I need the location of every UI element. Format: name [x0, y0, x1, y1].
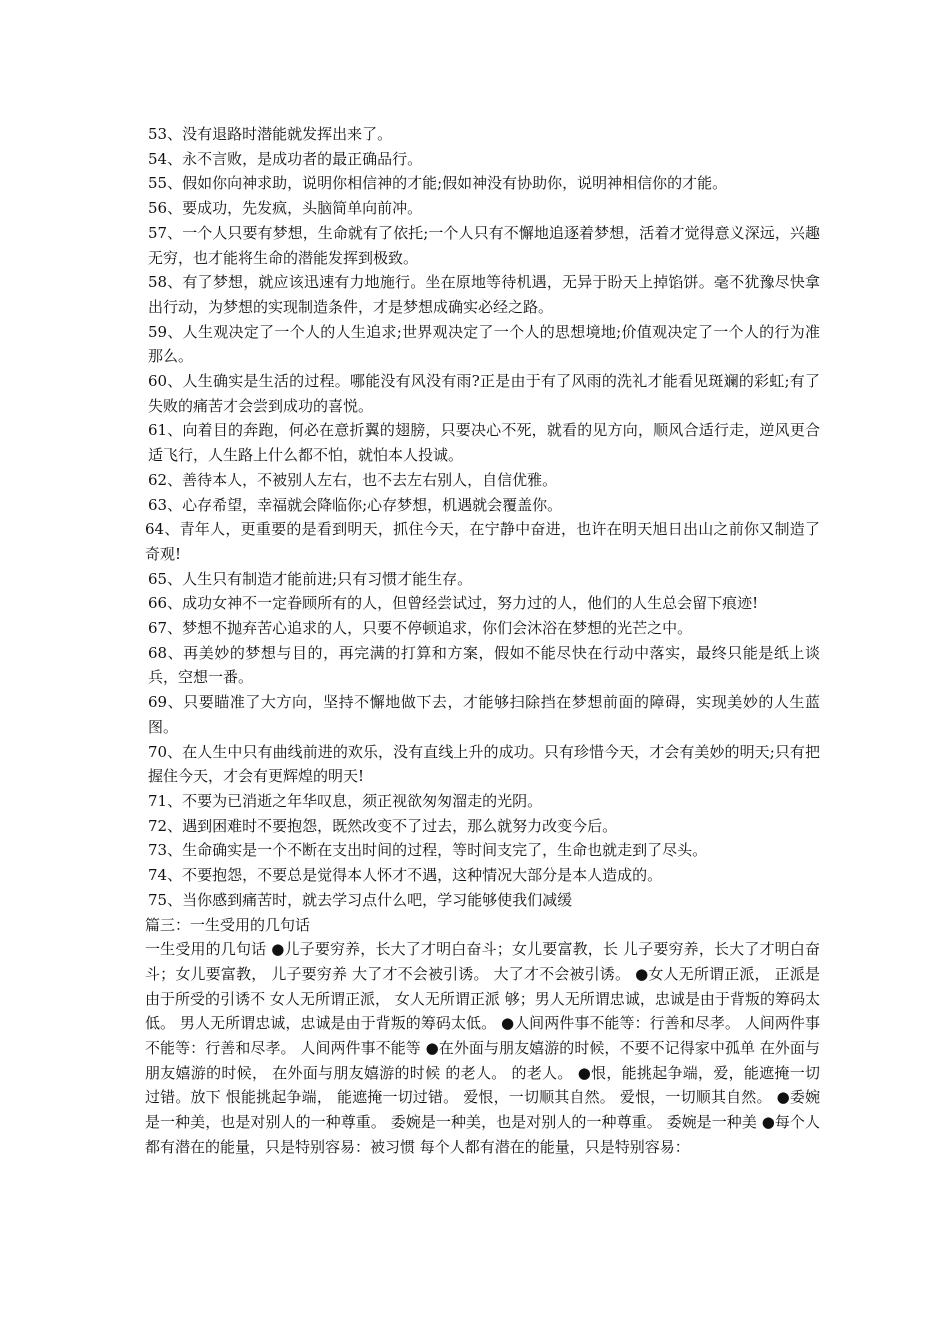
list-item: 54、永不言败，是成功者的最正确品行。 [148, 149, 423, 168]
list-item: 53、没有退路时潜能就发挥出来了。 [148, 125, 393, 143]
section-body: 一生受用的几句话 ●儿子要穷养，长大了才明白奋斗；女儿要富教，长 儿子要穷养，长大了才明白奋斗；女儿要富教， 儿子要穷养 大了才不会被引诱。 大了才不会被引诱。 ●女人无所谓正派， 正派是由于所受的引诱不 女人无所谓正派， 女人无所谓正派 够；男人无所谓忠诚，忠诚是由于背叛的筹码太低。 男人无所谓忠诚，忠诚是由于背叛的筹码太低。 ●人间两件事不能等：行善和尽孝。 人间两件事不能等：行善和尽孝。 人间两件事不能等 ●在外面与朋友嬉游的时候，不要不记得家中孤单 在外面与朋友嬉游的时候， 在外面与朋友嬉游的时候 的老人。 的老人。 ●恨，能挑起争端，爱，能遮掩一切过错。放下 恨能挑起争端， 能遮掩一切过错。 爱恨，一切顺其自然。 爱恨，一切顺其自然。 ●委婉是一种美，也是对别人的一种尊重。 委婉是一种美，也是对别人的一种尊重。 委婉是一种美 ●每个人都有潜在的能量，只是特别容易：被习惯 每个人都有潜在的能量，只是特别容易： [145, 940, 820, 1156]
list-item: 69、只要瞄准了大方向，坚持不懈地做下去，才能够扫除挡在梦想前面的障碍，实现美妙的人生蓝图。 [148, 693, 820, 736]
list-item: 70、在人生中只有曲线前进的欢乐，没有直线上升的成功。只有珍惜今天，才会有美妙的明天;只有把握住今天，才会有更辉煌的明天! [148, 742, 820, 786]
list-item: 60、人生确实是生活的过程。哪能没有风没有雨?正是由于有了风雨的洗礼才能看见斑斓的彩虹;有了失败的痛苦才会尝到成功的喜悦。 [148, 372, 820, 415]
list-item: 57、一个人只要有梦想，生命就有了依托;一个人只有不懈地追逐着梦想，活着才觉得意义深远，兴趣无穷，也才能将生命的潜能发挥到极致。 [148, 223, 820, 267]
list-item: 64、青年人，更重要的是看到明天，抓住今天，在宁静中奋进，也许在明天旭日出山之前你又制造了奇观! [145, 520, 820, 563]
list-item: 58、有了梦想，就应该迅速有力地施行。坐在原地等待机遇，无异于盼天上掉馅饼。毫不犹豫尽快拿出行动，为梦想的实现制造条件，才是梦想成确实必经之路。 [148, 273, 820, 316]
list-item: 65、人生只有制造才能前进;只有习惯才能生存。 [148, 569, 473, 588]
list-item: 74、不要抱怨，不要总是觉得本人怀才不遇，这种情况大部分是本人造成的。 [148, 866, 663, 885]
list-item: 66、成功女神不一定眷顾所有的人，但曾经尝试过，努力过的人，他们的人生总会留下痕迹! [148, 594, 759, 613]
list-item: 59、人生观决定了一个人的人生追求;世界观决定了一个人的思想境地;价值观决定了一个人的行为准那么。 [148, 322, 820, 366]
list-item: 55、假如你向神求助，说明你相信神的才能;假如神没有协助你，说明神相信你的才能。 [148, 174, 728, 193]
list-item: 67、梦想不抛弃苦心追求的人，只要不停顿追求，你们会沐浴在梦想的光芒之中。 [148, 619, 693, 638]
document-page [145, 122, 820, 1160]
list-item: 63、心存希望，幸福就会降临你;心存梦想，机遇就会覆盖你。 [148, 495, 563, 514]
list-item: 62、善待本人，不被别人左右，也不去左右别人，自信优雅。 [148, 470, 558, 489]
list-item: 72、遇到困难时不要抱怨，既然改变不了过去，那么就努力改变今后。 [148, 816, 618, 835]
list-item: 73、生命确实是一个不断在支出时间的过程，等时间支完了，生命也就走到了尽头。 [148, 841, 708, 860]
list-item: 56、要成功，先发疯，头脑简单向前冲。 [148, 199, 423, 218]
list-item: 75、当你感到痛苦时，就去学习点什么吧，学习能够使我们减缓 [148, 890, 573, 909]
list-item: 61、向着目的奔跑，何必在意折翼的翅膀，只要决心不死，就看的见方向，顺风合适行走，逆风更合适飞行，人生路上什么都不怕，就怕本人投诚。 [148, 421, 820, 465]
list-item: 71、不要为已消逝之年华叹息，须正视欲匆匆溜走的光阴。 [148, 791, 543, 810]
list-item: 68、再美妙的梦想与目的，再完满的打算和方案，假如不能尽快在行动中落实，最终只能是纸上谈兵，空想一番。 [148, 643, 820, 687]
section-title: 篇三：一生受用的几句话 [145, 915, 311, 934]
